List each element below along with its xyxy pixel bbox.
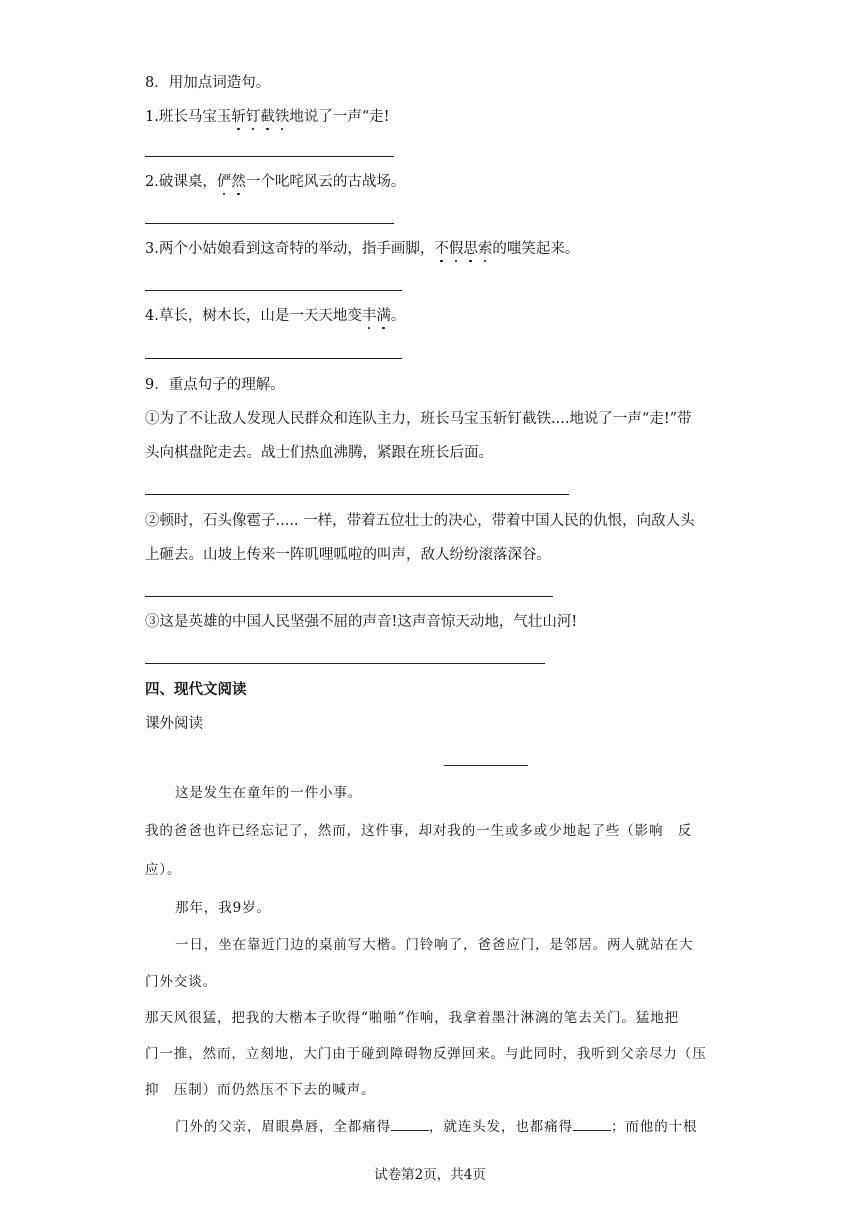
answer-line bbox=[145, 663, 545, 664]
q8-s4-pre: 4.草长，树木长，山是一天天地变 bbox=[145, 308, 362, 324]
story-text: ；而他的十根 bbox=[611, 1119, 698, 1135]
dotted-char: 不 bbox=[434, 241, 449, 257]
story-line: 一日，坐在靠近门边的桌前写大楷。门铃响了，爸爸应门，是邻居。两人就站在大 bbox=[175, 937, 694, 953]
dotted-char: 假 bbox=[448, 241, 464, 257]
q9-p1-line2: 头向棋盘陀走去。战士们热血沸腾，紧跟在班长后面。 bbox=[145, 445, 493, 461]
q9-p1-line1: ①为了不让敌人发现人民群众和连队主力，班长马宝玉斩钉截铁....地说了一声“走!”带 bbox=[145, 411, 692, 427]
answer-line bbox=[145, 596, 553, 597]
q9-p2-line2: 上砸去。山坡上传来一阵叽哩呱啦的叫声，敌人纷纷滚落深谷。 bbox=[145, 547, 551, 563]
q9-p2-line1: ②顿时，石头像雹子..... 一样，带着五位壮士的决心，带着中国人民的仇恨，向敌人头 bbox=[145, 513, 695, 529]
q8-sentence-2 bbox=[145, 172, 405, 192]
story-line-with-blanks bbox=[175, 1116, 697, 1137]
dotted-char: 钉 bbox=[245, 109, 261, 125]
page-footer: 试卷第2页，共4页 bbox=[374, 1167, 486, 1183]
answer-line bbox=[145, 290, 402, 291]
dotted-char: 铁 bbox=[274, 109, 290, 125]
dotted-char: 丰 bbox=[361, 308, 377, 324]
q8-sentence-4 bbox=[145, 306, 405, 326]
q9-heading: 9．重点句子的理解。 bbox=[145, 377, 285, 393]
story-line: 那年，我9岁。 bbox=[175, 900, 271, 916]
dotted-char: 索 bbox=[477, 241, 493, 257]
dotted-char: 满 bbox=[376, 308, 391, 324]
story-line: 抑 压制）而仍然压不下去的喊声。 bbox=[145, 1082, 376, 1098]
q8-s3-post: 的嗤笑起来。 bbox=[492, 241, 580, 257]
story-line: 门外交谈。 bbox=[145, 974, 217, 990]
story-line: 这是发生在童年的一件小事。 bbox=[175, 785, 363, 801]
q8-s2-post: 一个叱咤风云的古战场。 bbox=[245, 174, 406, 190]
dotted-char: 俨 bbox=[216, 174, 232, 190]
fill-blank[interactable] bbox=[391, 1116, 429, 1131]
dotted-char: 然 bbox=[231, 174, 246, 190]
dotted-char: 思 bbox=[463, 241, 478, 257]
story-line: 我的爸爸也许已经忘记了，然而，这件事，却对我的一生或多或少地起了些（影响 反 bbox=[145, 823, 693, 839]
q8-sentence-1 bbox=[145, 107, 390, 127]
story-line: 应）。 bbox=[145, 862, 182, 878]
dotted-char: 截 bbox=[260, 109, 275, 125]
fill-blank[interactable] bbox=[573, 1116, 611, 1131]
answer-line bbox=[145, 494, 569, 495]
q8-heading: 8．用加点词造句。 bbox=[145, 75, 271, 91]
q8-s4-post: 。 bbox=[390, 308, 406, 324]
answer-line bbox=[145, 156, 394, 157]
story-line: 那天风很猛，把我的大楷本子吹得“啪啪”作响，我拿着墨汁淋漓的笔去关门。猛地把 bbox=[145, 1010, 680, 1026]
answer-line bbox=[145, 358, 402, 359]
section-heading: 四、现代文阅读 bbox=[145, 682, 247, 698]
q8-s2-pre: 2.破课桌， bbox=[145, 174, 217, 190]
dotted-char: 斩 bbox=[231, 109, 246, 125]
title-blank bbox=[444, 765, 528, 766]
q8-s3-pre: 3.两个小姑娘看到这奇特的举动，指手画脚， bbox=[145, 241, 435, 257]
section-subheading: 课外阅读 bbox=[145, 716, 203, 732]
story-line: 门一推，然而，立刻地，大门由于碰到障碍物反弹回来。与此同时，我听到父亲尽力（压 bbox=[145, 1046, 707, 1062]
q9-p3-line1: ③这是英雄的中国人民坚强不屈的声音!这声音惊天动地，气壮山河! bbox=[145, 614, 578, 630]
q8-s1-post: 地说了一声“走! bbox=[289, 109, 390, 125]
q8-s1-pre: 1.班长马宝玉 bbox=[145, 109, 232, 125]
q8-sentence-3 bbox=[145, 239, 579, 259]
story-text: 门外的父亲，眉眼鼻唇，全都痛得 bbox=[175, 1119, 391, 1135]
answer-line bbox=[145, 223, 394, 224]
story-text: ，就连头发，也都痛得 bbox=[429, 1119, 573, 1135]
